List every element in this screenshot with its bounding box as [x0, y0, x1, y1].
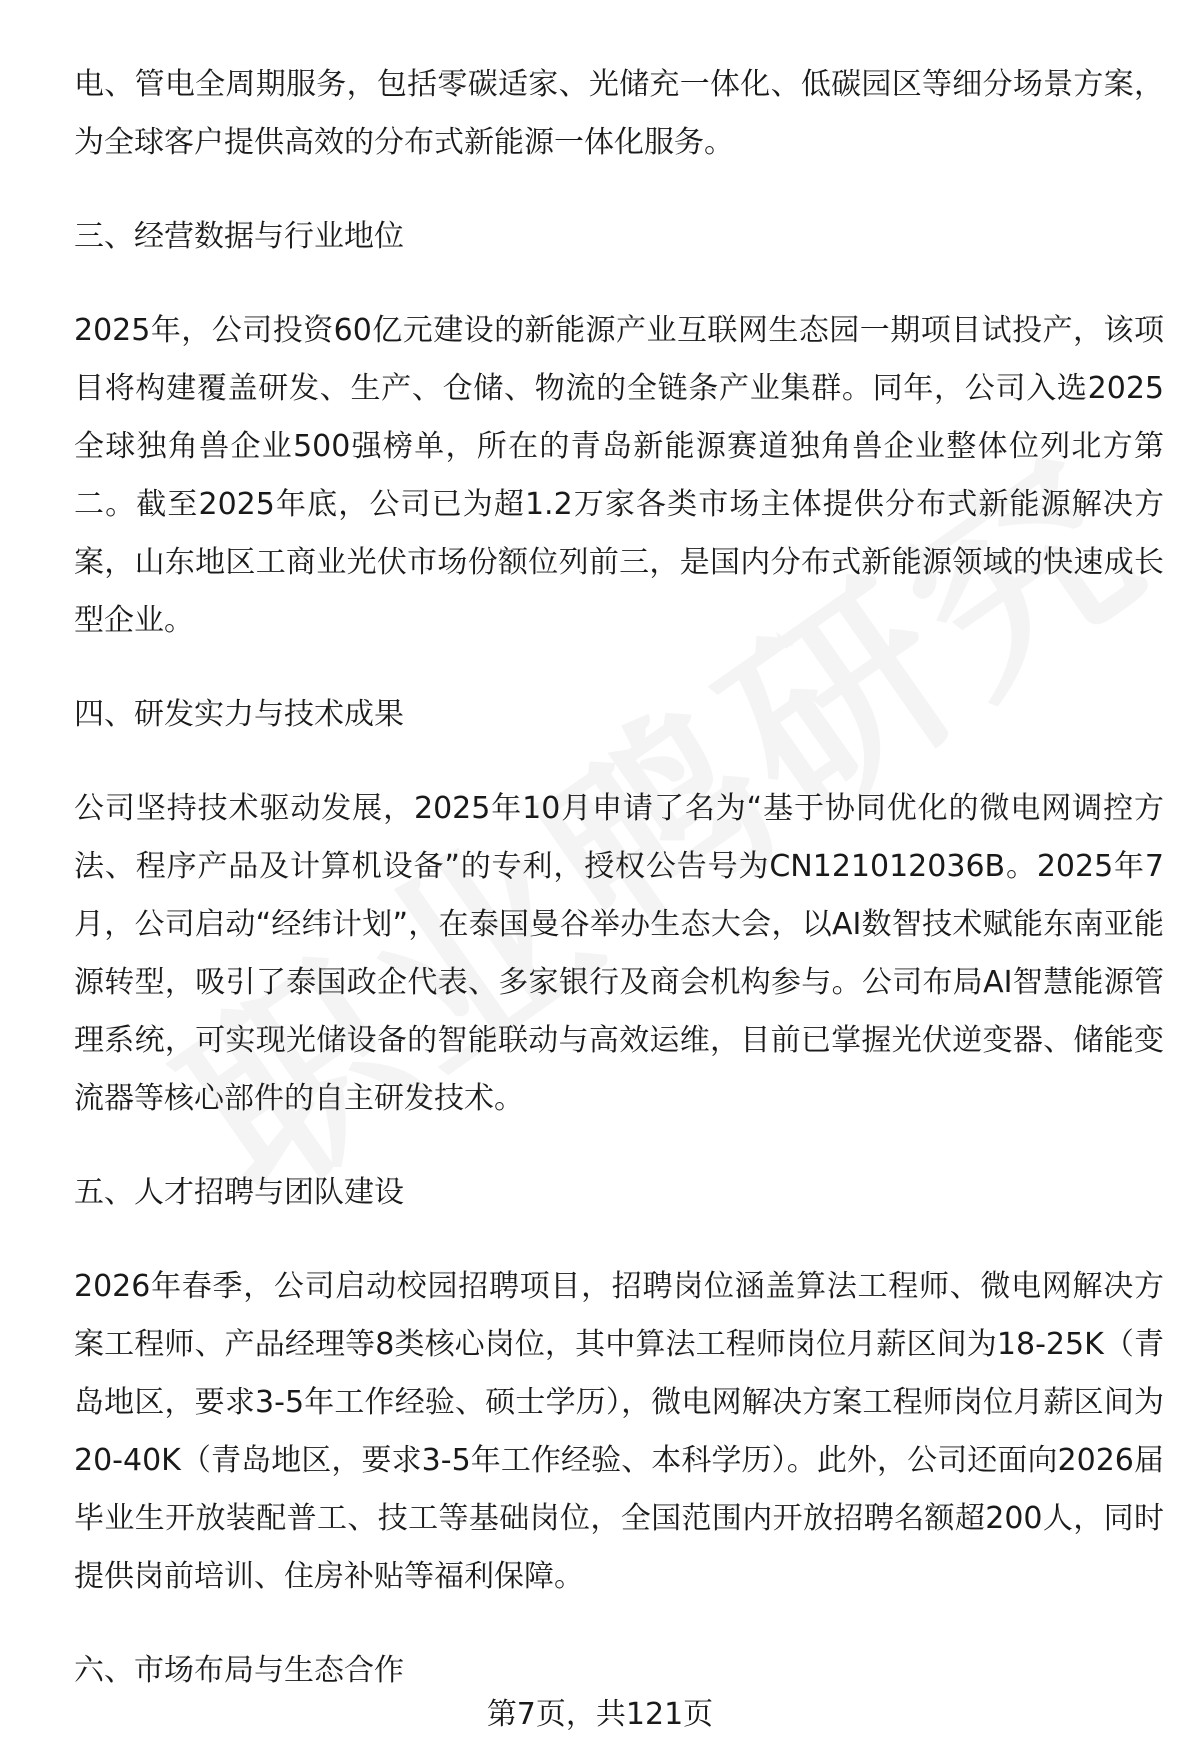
page-number: 第7页，共121页: [486, 1697, 714, 1732]
section-3-heading: 三、经营数据与行业地位: [74, 219, 404, 254]
section-6-heading: 六、市场布局与生态合作: [74, 1653, 404, 1688]
page-footer: [0, 1695, 1200, 1735]
section-5-heading: 五、人才招聘与团队建设: [74, 1175, 404, 1210]
section-5-body: 2026年春季，公司启动校园招聘项目，招聘岗位涵盖算法工程师、微电网解决方案工程师、产品经理等8类核心岗位，其中算法工程师岗位月薪区间为18-25K（青岛地区，要求3-5年工作经验、硕士学历），微电网解决方案工程师岗位月薪区间为20-40K（青岛地区，要求3-5年工作经验、本科学历）。此外，公司还面向2026届毕业生开放装配普工、技工等基础岗位，全国范围内开放招聘名额超200人，同时提供岗前培训、住房补贴等福利保障。: [74, 1269, 1164, 1594]
section-3-body: 2025年，公司投资60亿元建设的新能源产业互联网生态园一期项目试投产，该项目将构建覆盖研发、生产、仓储、物流的全链条产业集群。同年，公司入选2025全球独角兽企业500强榜单，所在的青岛新能源赛道独角兽企业整体位列北方第二。截至2025年底，公司已为超1.2万家各类市场主体提供分布式新能源解决方案，山东地区工商业光伏市场份额位列前三，是国内分布式新能源领域的快速成长型企业。: [74, 313, 1164, 638]
document-body: [74, 56, 1164, 1700]
intro-paragraph: 电、管电全周期服务，包括零碳适家、光储充一体化、低碳园区等细分场景方案，为全球客户提供高效的分布式新能源一体化服务。: [74, 67, 1164, 160]
section-4-body: 公司坚持技术驱动发展，2025年10月申请了名为“基于协同优化的微电网调控方法、程序产品及计算机设备”的专利，授权公告号为CN121012036B。2025年7月，公司启动“经纬计划”，在泰国曼谷举办生态大会，以AI数智技术赋能东南亚能源转型，吸引了泰国政企代表、多家银行及商会机构参与。公司布局AI智慧能源管理系统，可实现光储设备的智能联动与高效运维，目前已掌握光伏逆变器、储能变流器等核心部件的自主研发技术。: [74, 791, 1164, 1116]
section-4-heading: 四、研发实力与技术成果: [74, 697, 404, 732]
